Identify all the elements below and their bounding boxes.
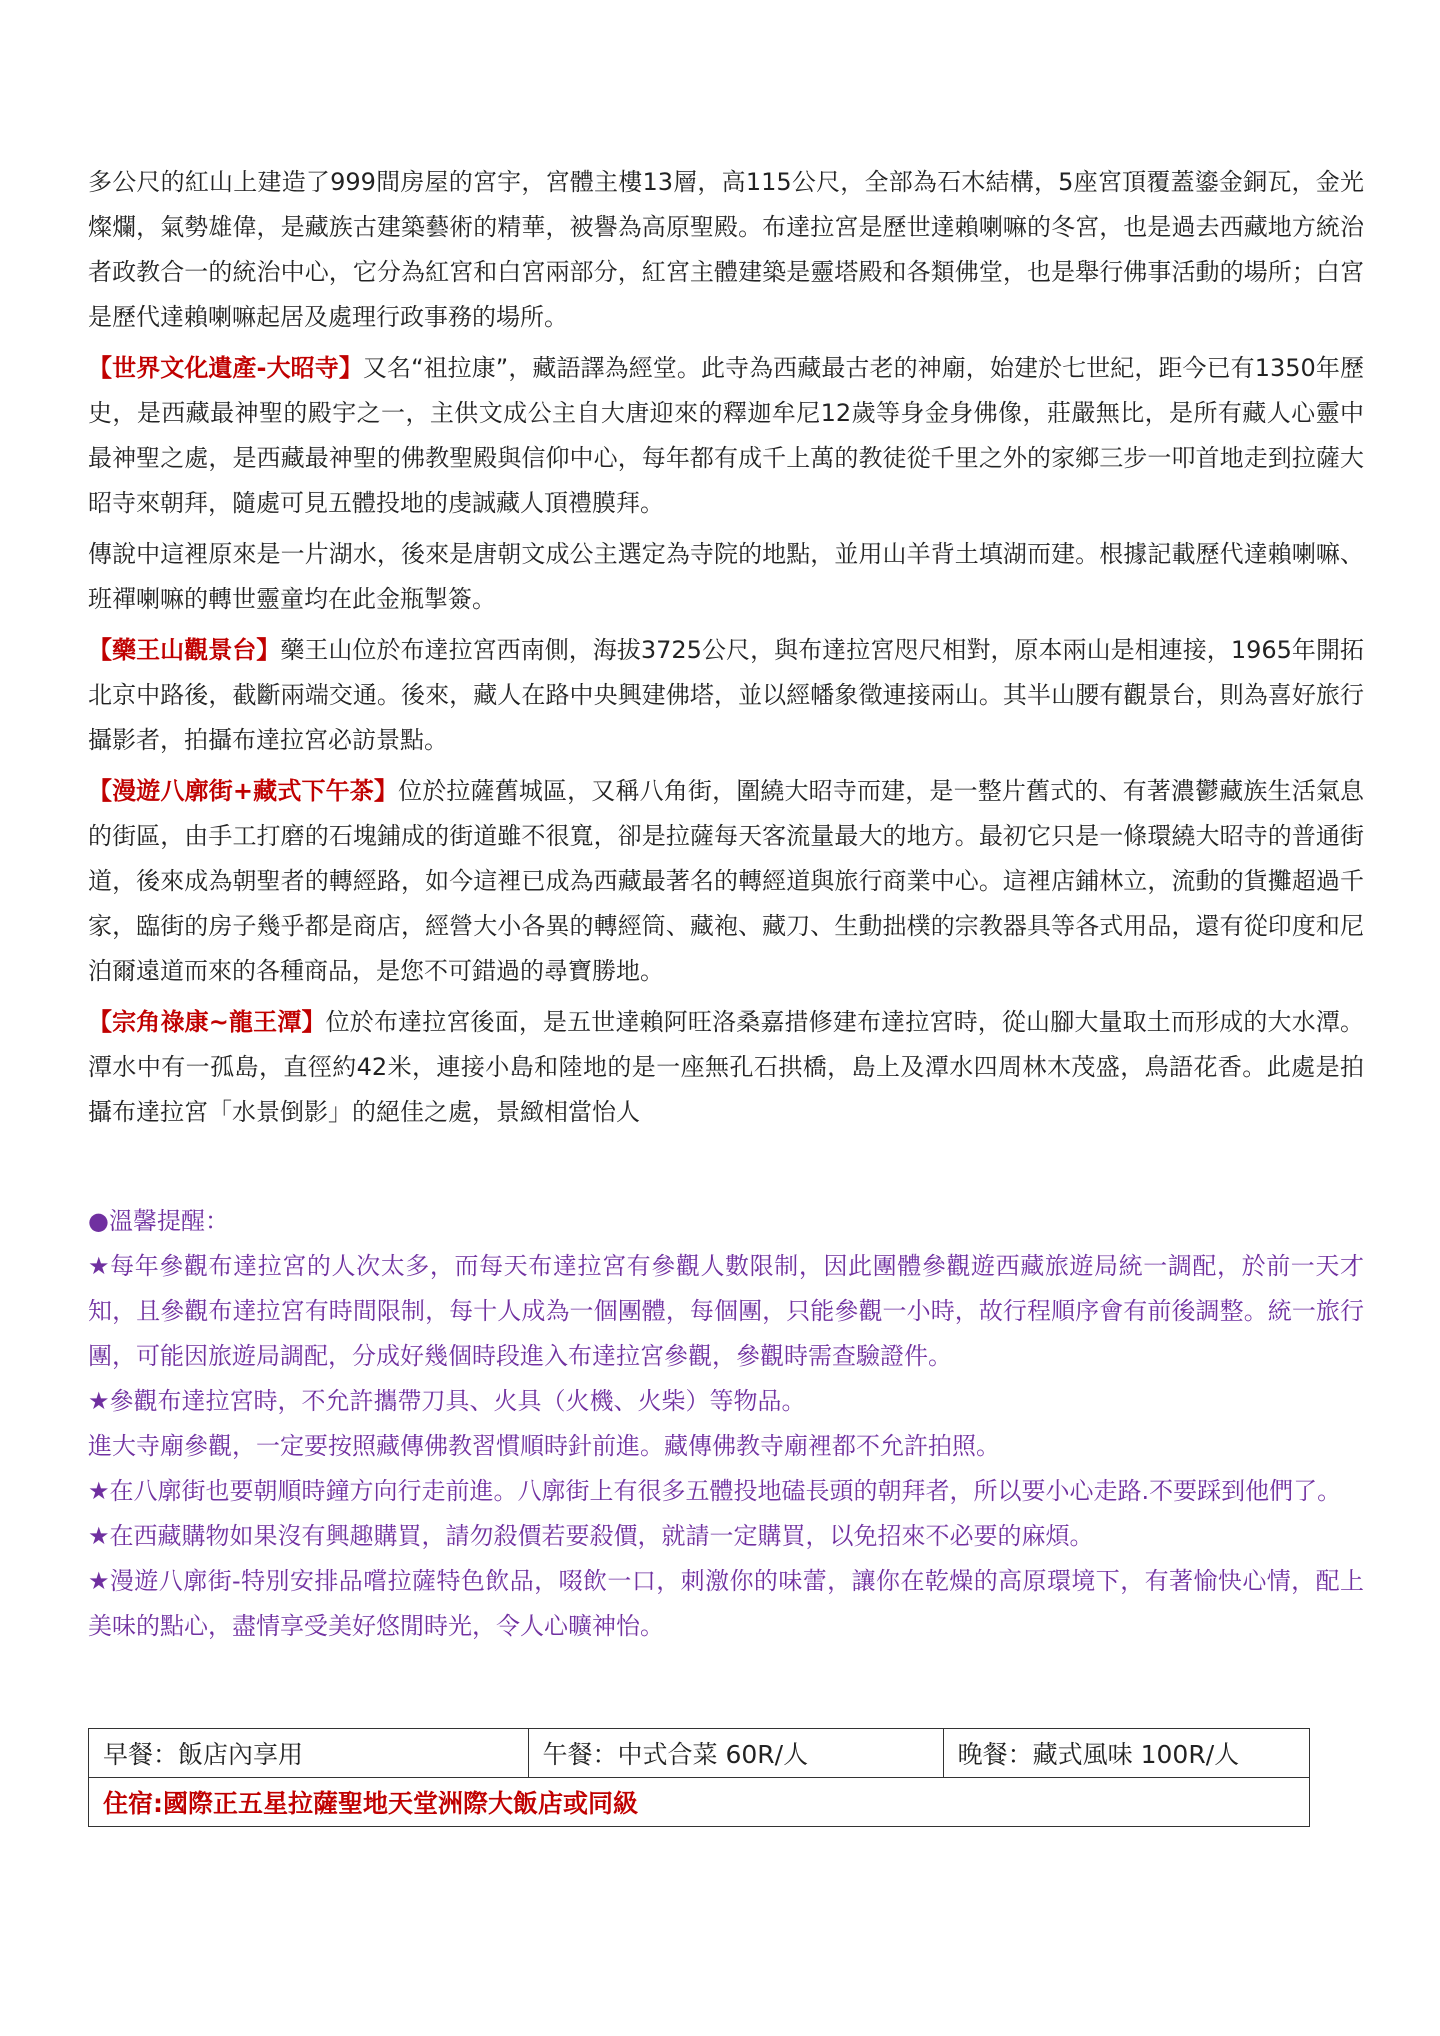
paragraph-potala-palace	[88, 160, 1364, 340]
lunch-cell: 午餐：中式合菜 60R/人	[528, 1729, 943, 1778]
paragraph-text: 位於拉薩舊城區，又稱八角街，圍繞大昭寺而建，是一整片舊式的、有著濃鬱藏族生活氣息的街區，由手工打磨的石塊鋪成的街道雖不很寬，卻是拉薩每天客流量最大的地方。最初它只是一條環繞大昭寺的普通街道，後來成為朝聖者的轉經路，如今這裡已成為西藏最著名的轉經道與旅行商業中心。這裡店鋪林立，流動的貨攤超過千家，臨街的房子幾乎都是商店，經營大小各異的轉經筒、藏袍、藏刀、生動拙樸的宗教器具等各式用品，還有從印度和尼泊爾遠道而來的各種商品，是您不可錯過的尋寶勝地。	[88, 777, 1365, 985]
paragraph-text: 傳說中這裡原來是一片湖水，後來是唐朝文成公主選定為寺院的地點，並用山羊背土填湖而建。根據記載歷代達賴喇嘛、班禪喇嘛的轉世靈童均在此金瓶掣簽。	[88, 540, 1364, 613]
dinner-cell: 晚餐：藏式風味 100R/人	[943, 1729, 1309, 1778]
section-heading-lukhang: 【宗角祿康~龍王潭】	[88, 1008, 326, 1036]
paragraph-text: 藥王山位於布達拉宮西南側，海拔3725公尺，與布達拉宮咫尺相對，原本兩山是相連接，1965年開拓北京中路後，截斷兩端交通。後來，藏人在路中央興建佛塔，並以經幡象徵連接兩山。其半山腰有觀景台，則為喜好旅行攝影者，拍攝布達拉宮必訪景點。	[88, 636, 1365, 754]
notes-title: ●溫馨提醒：	[88, 1207, 229, 1235]
note-item: ★漫遊八廓街-特別安排品嚐拉薩特色飲品，啜飲一口，刺激你的味蕾，讓你在乾燥的高原環境下，有著愉快心情，配上美味的點心，盡情享受美好悠閒時光，令人心曠神怡。	[88, 1567, 1364, 1640]
meals-row	[89, 1729, 1310, 1778]
itinerary-content	[88, 160, 1364, 1649]
hotel-cell: 住宿:國際正五星拉薩聖地天堂洲際大飯店或同級	[89, 1778, 1310, 1827]
paragraph-text: 又名“祖拉康”，藏語譯為經堂。此寺為西藏最古老的神廟，始建於七世紀，距今已有1350年歷史，是西藏最神聖的殿宇之一，主供文成公主自大唐迎來的釋迦牟尼12歲等身金身佛像，莊嚴無比，是所有藏人心靈中最神聖之處，是西藏最神聖的佛教聖殿與信仰中心，每年都有成千上萬的教徒從千里之外的家鄉三步一叩首地走到拉薩大昭寺來朝拜，隨處可見五體投地的虔誠藏人頂禮膜拜。	[88, 354, 1364, 517]
section-heading-barkhor: 【漫遊八廓街+藏式下午茶】	[88, 777, 399, 805]
paragraph-lukhang-lake	[88, 1000, 1364, 1135]
hotel-row	[89, 1778, 1310, 1827]
reminder-notes	[88, 1199, 1364, 1649]
section-heading-jokhang: 【世界文化遺產-大昭寺】	[88, 354, 363, 382]
paragraph-text: 位於布達拉宮後面，是五世達賴阿旺洛桑嘉措修建布達拉宮時，從山腳大量取土而形成的大水潭。潭水中有一孤島，直徑約42米，連接小島和陸地的是一座無孔石拱橋，島上及潭水四周林木茂盛，鳥語花香。此處是拍攝布達拉宮「水景倒影」的絕佳之處，景緻相當怡人	[88, 1008, 1365, 1126]
paragraph-text: 多公尺的紅山上建造了999間房屋的宮宇，宮體主樓13層，高115公尺，全部為石木結構，5座宮頂覆蓋鎏金銅瓦，金光燦爛，氣勢雄偉，是藏族古建築藝術的精華，被譽為高原聖殿。布達拉宮是歷世達賴喇嘛的冬宮，也是過去西藏地方統治者政教合一的統治中心，它分為紅宮和白宮兩部分，紅宮主體建築是靈塔殿和各類佛堂，也是舉行佛事活動的場所；白宮是歷代達賴喇嘛起居及處理行政事務的場所。	[88, 168, 1364, 331]
paragraph-jokhang-temple	[88, 346, 1364, 526]
meals-table	[88, 1728, 1310, 1827]
paragraph-yaowang-hill	[88, 628, 1364, 763]
paragraph-barkhor-street	[88, 769, 1364, 994]
section-heading-yaowang: 【藥王山觀景台】	[88, 636, 281, 664]
paragraph-jokhang-legend	[88, 532, 1364, 622]
note-item: 進大寺廟參觀，一定要按照藏傳佛教習慣順時針前進。藏傳佛教寺廟裡都不允許拍照。	[88, 1432, 1000, 1460]
breakfast-cell: 早餐：飯店內享用	[89, 1729, 529, 1778]
note-item: ★每年參觀布達拉宮的人次太多，而每天布達拉宮有參觀人數限制，因此團體參觀遊西藏旅遊局統一調配，於前一天才知，且參觀布達拉宮有時間限制，每十人成為一個團體，每個團，只能參觀一小時，故行程順序會有前後調整。統一旅行團，可能因旅遊局調配，分成好幾個時段進入布達拉宮參觀，參觀時需查驗證件。	[88, 1252, 1364, 1370]
note-item: ★在西藏購物如果沒有興趣購買，請勿殺價若要殺價，就請一定購買，以免招來不必要的麻煩。	[88, 1522, 1094, 1550]
note-item: ★參觀布達拉宮時，不允許攜帶刀具、火具（火機、火柴）等物品。	[88, 1387, 806, 1415]
note-item: ★在八廓街也要朝順時鐘方向行走前進。八廓街上有很多五體投地磕長頭的朝拜者，所以要小心走路.不要踩到他們了。	[88, 1477, 1342, 1505]
